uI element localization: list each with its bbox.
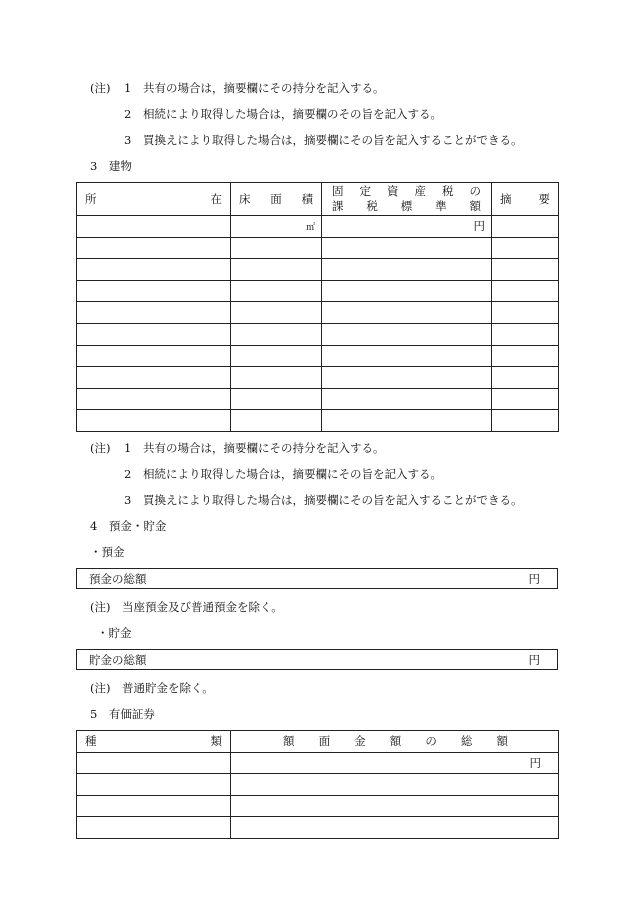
header-location: 所 在	[77, 183, 231, 216]
tax-base-cell[interactable]	[322, 216, 492, 238]
securities-table	[76, 730, 559, 839]
unit-sqm: ㎡	[305, 223, 315, 234]
land-note-1-num: 1	[124, 81, 132, 95]
remarks-cell[interactable]	[492, 237, 559, 259]
tax-base-cell[interactable]	[322, 237, 492, 259]
floor-area-cell[interactable]	[231, 237, 322, 259]
building-note-1-text: 共有の場合は，摘要欄にその持分を記入する。	[143, 441, 385, 455]
tax-base-cell[interactable]	[322, 345, 492, 367]
location-cell[interactable]	[77, 388, 231, 410]
remarks-cell[interactable]	[492, 388, 559, 410]
face-value-cell[interactable]	[231, 752, 559, 774]
deposit-subheading: ・預金	[90, 545, 125, 559]
table-row	[77, 410, 559, 432]
floor-area-cell[interactable]	[231, 323, 322, 345]
deposit-total-unit: 円	[528, 571, 540, 586]
remarks-cell[interactable]	[492, 367, 559, 389]
building-note-2-num: 2	[124, 467, 132, 481]
remarks-cell[interactable]	[492, 323, 559, 345]
header-floor-area: 床 面 積	[231, 183, 322, 216]
location-cell[interactable]	[77, 216, 231, 238]
kind-cell[interactable]	[77, 752, 231, 774]
face-value-cell[interactable]	[231, 795, 559, 817]
tax-base-cell[interactable]	[322, 388, 492, 410]
building-note-2-text: 相続により取得した場合は，摘要欄にその旨を記入する。	[143, 467, 442, 481]
savings-note: (注) 普通貯金を除く。	[90, 681, 214, 695]
location-cell[interactable]	[77, 259, 231, 281]
remarks-cell[interactable]	[492, 302, 559, 324]
floor-area-cell[interactable]	[231, 259, 322, 281]
header-tax-base: 固 定 資 産 税 の 課 税 標 準 額	[322, 183, 492, 216]
table-row	[77, 795, 559, 817]
savings-subheading: ・貯金	[97, 626, 132, 640]
kind-cell[interactable]	[77, 795, 231, 817]
unit-yen: 円	[473, 219, 485, 234]
deposits-section-heading: 4 預金・貯金	[90, 519, 167, 533]
tax-base-cell[interactable]	[322, 410, 492, 432]
face-value-cell[interactable]	[231, 817, 559, 839]
table-row	[77, 388, 559, 410]
table-row	[77, 752, 559, 774]
deposit-total-box[interactable]	[76, 568, 558, 589]
building-note-3-num: 3	[124, 493, 132, 507]
building-note-1-num: 1	[124, 441, 132, 455]
table-row	[77, 367, 559, 389]
buildings-header-row	[77, 183, 559, 216]
remarks-cell[interactable]	[492, 345, 559, 367]
securities-section-heading: 5 有価証券	[90, 707, 155, 721]
floor-area-cell[interactable]	[231, 388, 322, 410]
tax-base-cell[interactable]	[322, 367, 492, 389]
kind-cell[interactable]	[77, 817, 231, 839]
buildings-section-heading: 3 建物	[90, 159, 132, 173]
savings-total-unit: 円	[528, 652, 540, 667]
securities-header-row	[77, 731, 559, 753]
table-row	[77, 323, 559, 345]
table-row	[77, 237, 559, 259]
location-cell[interactable]	[77, 410, 231, 432]
header-remarks: 摘 要	[492, 183, 559, 216]
header-kind: 種 類	[77, 731, 231, 753]
kind-cell[interactable]	[77, 774, 231, 796]
floor-area-cell[interactable]	[231, 345, 322, 367]
land-note-3-num: 3	[124, 133, 132, 147]
land-note-2-text: 相続により取得した場合は，摘要欄のその旨を記入する。	[143, 107, 442, 121]
savings-total-label: 貯金の総額	[89, 652, 147, 667]
location-cell[interactable]	[77, 367, 231, 389]
tax-base-cell[interactable]	[322, 302, 492, 324]
location-cell[interactable]	[77, 323, 231, 345]
land-note-2-num: 2	[124, 107, 132, 121]
land-note-prefix: (注)	[90, 81, 111, 95]
face-value-cell[interactable]	[231, 774, 559, 796]
location-cell[interactable]	[77, 237, 231, 259]
remarks-cell[interactable]	[492, 410, 559, 432]
table-row	[77, 216, 559, 238]
building-note-3-text: 買換えにより取得した場合は，摘要欄にその旨を記入することができる。	[143, 493, 523, 507]
land-note-3-text: 買換えにより取得した場合は，摘要欄にその旨を記入することができる。	[143, 133, 523, 147]
savings-total-box[interactable]	[76, 649, 558, 670]
building-note-prefix: (注)	[90, 441, 111, 455]
floor-area-cell[interactable]	[231, 280, 322, 302]
remarks-cell[interactable]	[492, 216, 559, 238]
table-row	[77, 280, 559, 302]
floor-area-cell[interactable]	[231, 367, 322, 389]
table-row	[77, 345, 559, 367]
remarks-cell[interactable]	[492, 280, 559, 302]
header-face-value: 額 面 金 額 の 総 額	[231, 731, 559, 753]
table-row	[77, 259, 559, 281]
location-cell[interactable]	[77, 345, 231, 367]
table-row	[77, 774, 559, 796]
table-row	[77, 817, 559, 839]
land-note-1-text: 共有の場合は，摘要欄にその持分を記入する。	[143, 81, 385, 95]
deposit-total-label: 預金の総額	[89, 571, 147, 586]
location-cell[interactable]	[77, 302, 231, 324]
deposit-note: (注) 当座預金及び普通預金を除く。	[90, 600, 283, 614]
floor-area-cell[interactable]	[231, 216, 322, 238]
location-cell[interactable]	[77, 280, 231, 302]
tax-base-cell[interactable]	[322, 259, 492, 281]
table-row	[77, 302, 559, 324]
floor-area-cell[interactable]	[231, 302, 322, 324]
unit-yen: 円	[529, 755, 541, 770]
tax-base-cell[interactable]	[322, 280, 492, 302]
floor-area-cell[interactable]	[231, 410, 322, 432]
remarks-cell[interactable]	[492, 259, 559, 281]
tax-base-cell[interactable]	[322, 323, 492, 345]
buildings-table	[76, 182, 559, 432]
